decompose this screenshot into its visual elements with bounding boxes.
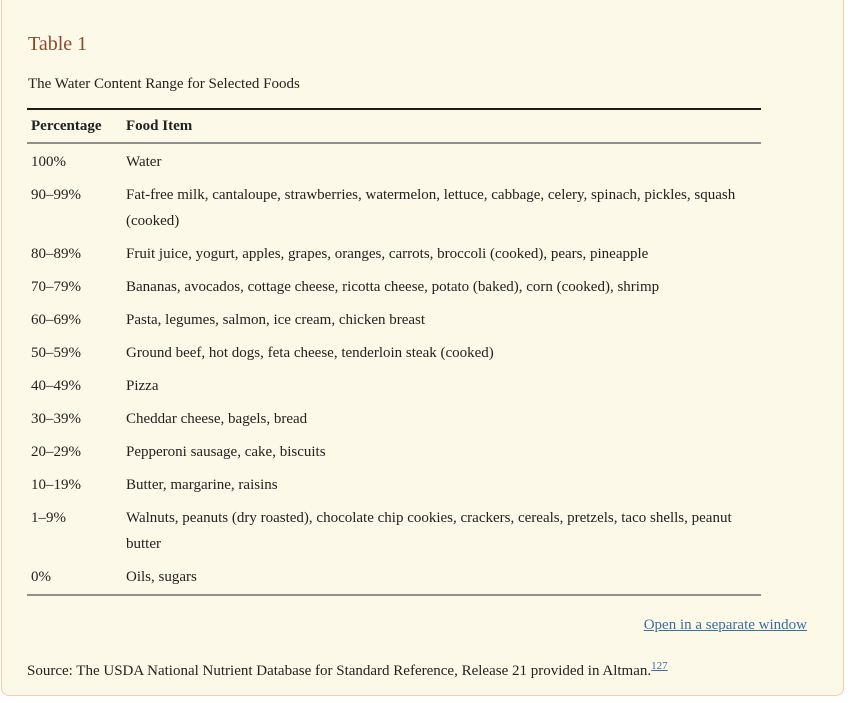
reference-127-link[interactable]: 127 [651,660,668,672]
source-text: Source: The USDA National Nutrient Database for Standard Reference, Release 21 provided in Altman. [27,663,652,679]
table-row [27,337,761,370]
food-item-cell: Butter, margarine, raisins [126,477,278,493]
table-footer-link-row [27,615,807,635]
table-row [27,179,761,238]
table-row [27,502,761,561]
food-item-cell: Ground beef, hot dogs, feta cheese, tenderloin steak (cooked) [126,345,494,361]
food-item-cell: Water [126,154,162,170]
percentage-cell: 100% [31,154,66,170]
table-panel [1,0,844,696]
percentage-cell: 40–49% [31,378,81,394]
table-row [27,271,761,304]
table-body [27,143,761,595]
table-title: Table 1 [28,33,88,55]
column-header-percentage: Percentage [27,109,122,143]
percentage-cell: 10–19% [31,477,81,493]
column-header-food-item: Food Item [122,109,761,143]
food-item-cell: Pizza [126,378,159,394]
food-item-cell: Oils, sugars [126,569,197,585]
percentage-cell: 70–79% [31,279,81,295]
open-separate-window-link[interactable]: Open in a separate window [643,617,807,633]
percentage-cell: 20–29% [31,444,81,460]
food-item-cell: Cheddar cheese, bagels, bread [126,411,308,427]
food-item-cell: Pasta, legumes, salmon, ice cream, chicken breast [126,312,426,328]
table-header-row [27,109,761,143]
table-row [27,238,761,271]
table-row [27,561,761,595]
percentage-cell: 0% [31,569,51,585]
percentage-cell: 60–69% [31,312,81,328]
food-item-cell: Fruit juice, yogurt, apples, grapes, oranges, carrots, broccoli (cooked), pears, pineapple [126,246,649,262]
table-row [27,143,761,179]
water-content-table [27,108,761,596]
food-item-cell: Bananas, avocados, cottage cheese, ricotta cheese, potato (baked), corn (cooked), shrimp [126,279,660,295]
food-item-cell: Walnuts, peanuts (dry roasted), chocolate chip cookies, crackers, cereals, pretzels, taco shells, peanut butter [126,510,732,552]
table-row [27,304,761,337]
percentage-cell: 90–99% [31,187,81,203]
food-item-cell: Pepperoni sausage, cake, biscuits [126,444,326,460]
table-row [27,469,761,502]
percentage-cell: 30–39% [31,411,81,427]
percentage-cell: 50–59% [31,345,81,361]
percentage-cell: 1–9% [31,510,66,526]
table-row [27,436,761,469]
percentage-cell: 80–89% [31,246,81,262]
table-row [27,370,761,403]
table-row [27,403,761,436]
source-note [27,655,807,682]
table-caption: The Water Content Range for Selected Foods [28,76,300,92]
food-item-cell: Fat-free milk, cantaloupe, strawberries, watermelon, lettuce, cabbage, celery, spinach, pickles, squash (cooked) [126,187,736,229]
